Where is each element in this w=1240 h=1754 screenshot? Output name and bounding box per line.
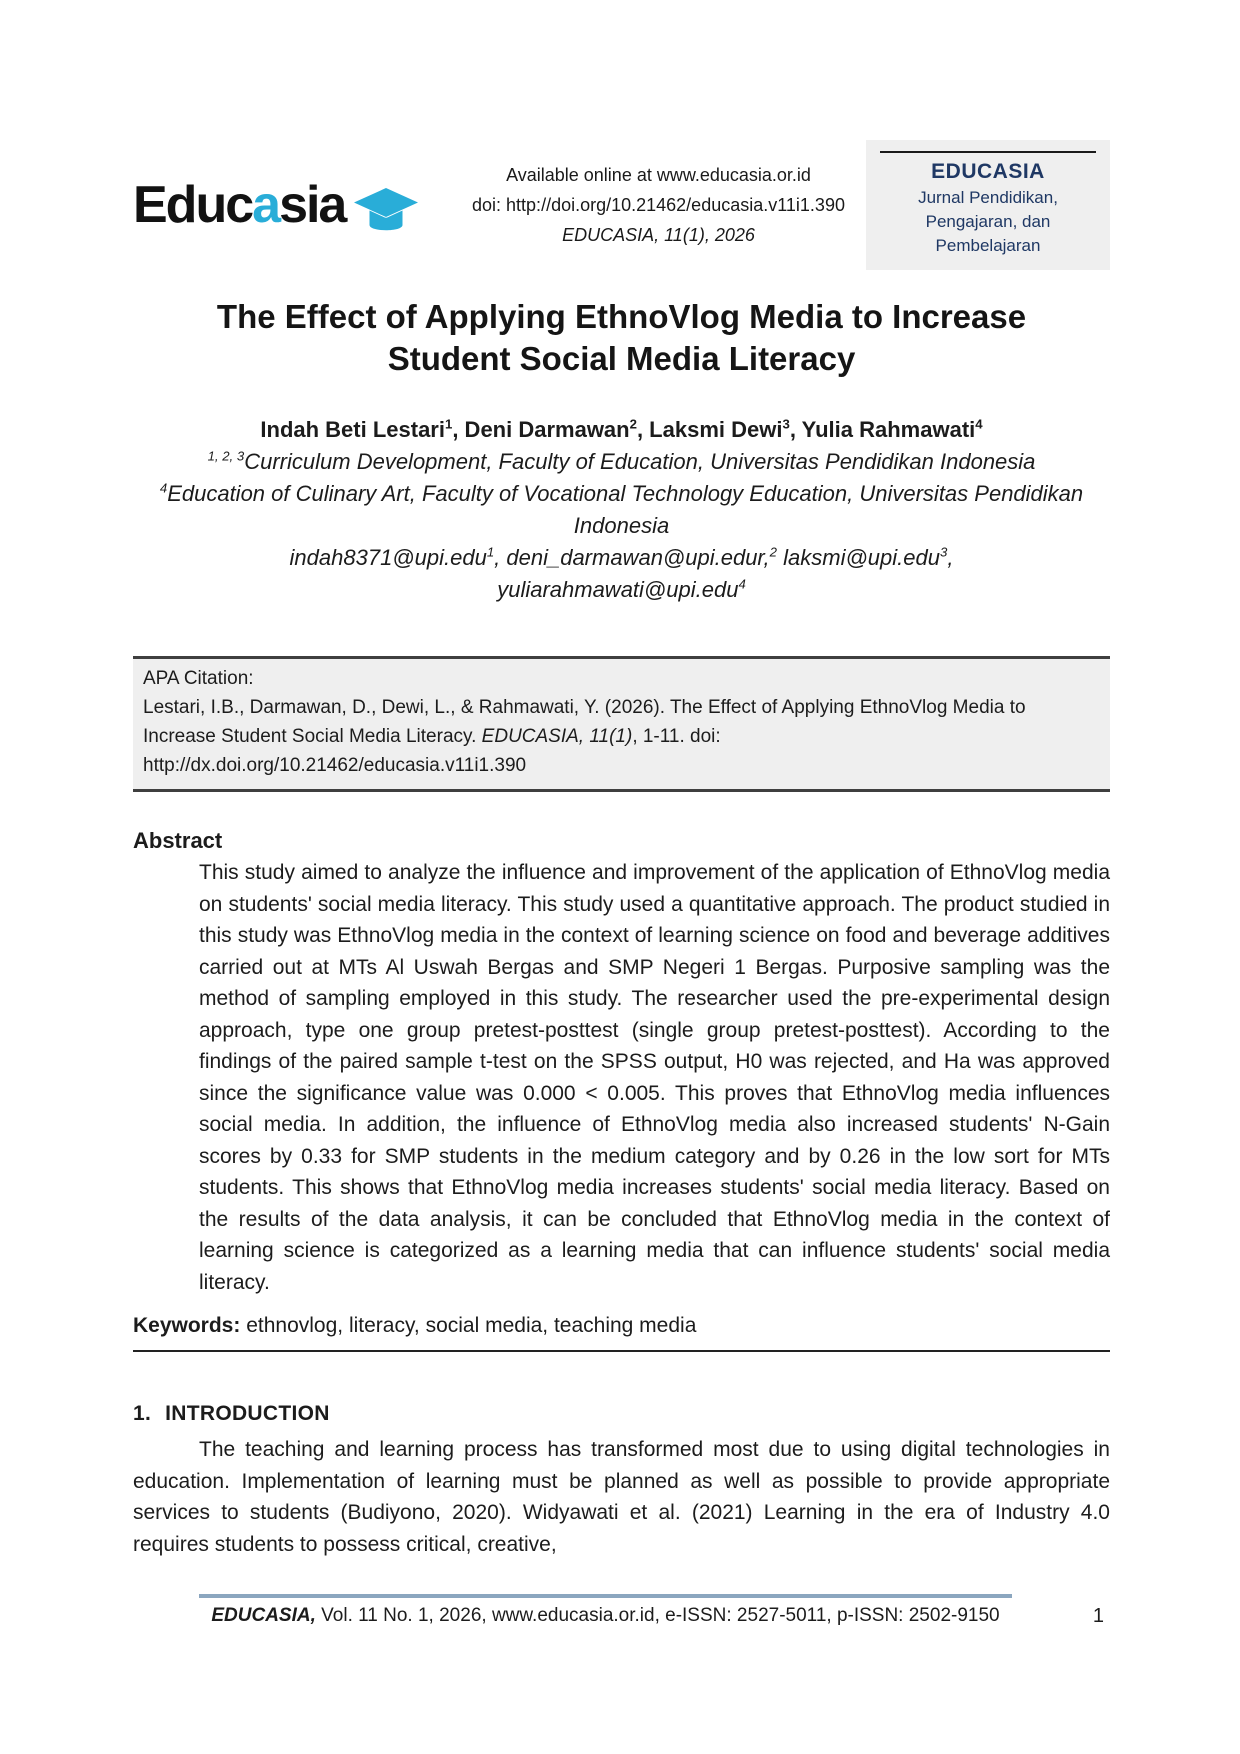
affiliation-1: $^{1, 2, 3}$Curriculum Development, Faculty of Education, Universitas Pendidikan Indonesia [207,448,1036,474]
keywords-line: Keywords: ethnovlog, literacy, social media, teaching media [133,1314,1110,1352]
section-label: INTRODUCTION [165,1402,330,1425]
journal-box-title: EDUCASIA [931,160,1045,183]
footer-citation: EDUCASIA, Vol. 11 No. 1, 2026, www.educasia.or.id, e-ISSN: 2527-5011, p-ISSN: 2502-9150 [211,1605,1000,1626]
section-number: 1. [133,1402,152,1425]
apa-citation-box [133,656,1110,792]
article-title: The Effect of Applying EthnoVlog Media to Increase Student Social Media Literacy [216,298,1027,377]
journal-box-rule [880,151,1096,153]
journal-box-subtitle-line: Pengajaran, dan [925,212,1051,231]
header-availability-block [451,160,866,250]
journal-info-box [866,140,1110,270]
apa-citation-label: APA Citation: [143,668,254,689]
abstract-text: This study aimed to analyze the influence and improvement of the application of EthnoVlog media on students' social media literacy. This study used a quantitative approach. The product studied in this study was EthnoVlog media in the context of learning science on food and beverage additives carried out at MTs Al Uswah Bergas and SMP Negeri 1 Bergas. Purposive sampling was the method of sampling employed in this study. The researcher used the pre-experimental design approach, type one group pretest-posttest (single group pretest-posttest). According to the findings of the paired sample t-test on the SPSS output, H0 was rejected, and Ha was approved since the significance value was 0.000 < 0.005. This proves that EthnoVlog media influences social media. In addition, the influence of EthnoVlog media also increased students' N-Gain scores by 0.33 for SMP students in the medium category and by 0.26 in the low sort for MTs students. This shows that EthnoVlog media increases students' social media literacy. Based on the results of the data analysis, it can be concluded that EthnoVlog media in the context of learning science is categorized as a learning media that can influence students' social media literacy. [199,861,1110,1294]
issue-text: EDUCASIA, 11(1), 2026 [562,225,755,245]
emails-line-2: yuliarahmawati@upi.edu$^4$ [497,576,746,602]
educasia-logo [133,171,451,239]
introduction-paragraph: The teaching and learning process has transformed most due to using digital technologies in education. Implementation of learning must be planned as well as possible to provide appropriate services to students (Budiyono, 2020). Widyawati et al. (2021) Learning in the era of Industry 4.0 requires students to possess critical, creative, [133,1438,1110,1556]
graduation-cap-icon [353,187,419,239]
affiliation-2: $^4$Education of Culinary Art, Faculty of Vocational Technology Education, Universitas Pendidikan Indonesia [159,480,1084,538]
abstract-heading: Abstract [133,828,223,853]
emails-line-1: indah8371@upi.edu$^1$, deni_darmawan@upi.edur,$^2$ laksmi@upi.edu$^3$, [289,544,954,570]
authors-line: Indah Beti Lestari$^1$, Deni Darmawan$^2$, Laksmi Dewi$^3$, Yulia Rahmawati$^4$ [260,416,983,442]
introduction-heading [133,1402,1110,1426]
journal-box-subtitle-line: Jurnal Pendidikan, [918,188,1058,207]
journal-header [133,140,1110,270]
doi-text: doi: http://doi.org/10.21462/educasia.v11i1.390 [472,195,845,215]
page-footer [133,1594,1110,1627]
apa-citation-text: Lestari, I.B., Darmawan, D., Dewi, L., & Rahmawati, Y. (2026). The Effect of Applying EthnoVlog Media to Increase Student Social Media Literacy. EDUCASIA, 11(1), 1-11. doi: http://dx.doi.org/10.21462/educasia.v11i1.390 [143,697,1026,776]
footer-rule [199,1594,1012,1598]
available-online-text: Available online at www.educasia.or.id [506,165,811,185]
journal-box-subtitle-line: Pembelajaran [935,236,1041,255]
logo-wordmark: Educasia [133,176,346,234]
page-number: 1 [1092,1605,1104,1627]
